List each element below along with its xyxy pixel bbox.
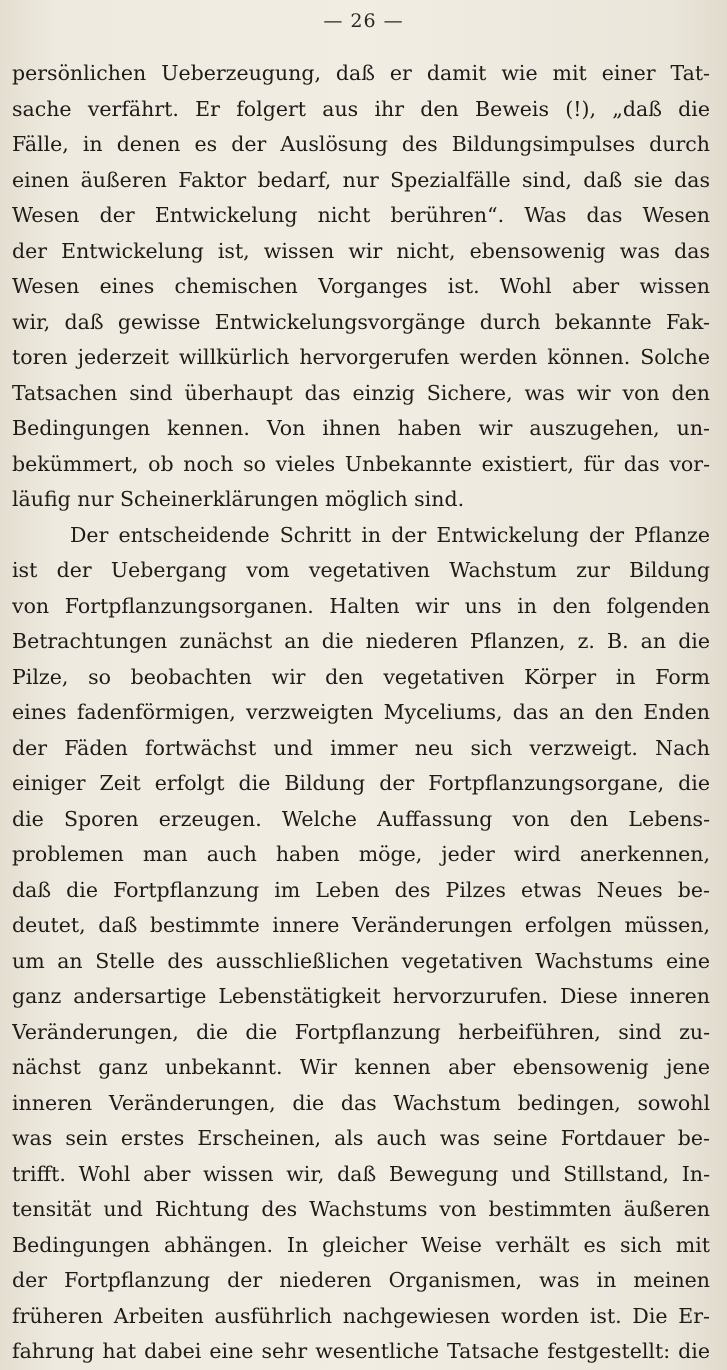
text-line: Der entscheidende Schritt in der Entwickelung der Pflanze [70, 522, 710, 547]
text-line: Bedingungen abhängen. In gleicher Weise verhält es sich mit [12, 1232, 710, 1257]
text-line: tensität und Richtung des Wachstums von bestimmten äußeren [12, 1197, 710, 1221]
text-line: Wesen der Entwickelung nicht berühren“. Was das Wesen [12, 203, 710, 227]
page-number: — 26 — [323, 10, 404, 32]
text-line: läufig nur Scheinerklärungen möglich sind. [12, 487, 465, 511]
text-line: früheren Arbeiten ausführlich nachgewiesen worden ist. Die Er- [12, 1303, 710, 1328]
text-line: der Fortpflanzung der niederen Organismen, was in meinen [12, 1268, 710, 1292]
text-line: Fälle, in denen es der Auslösung des Bildungsimpulses durch [12, 132, 710, 156]
text-line: Pilze, so beobachten wir den vegetativen Körper in Form [12, 664, 710, 689]
text-line: eines fadenförmigen, verzweigten Myceliums, das an den Enden [12, 700, 710, 724]
text-line: was sein erstes Erscheinen, als auch was seine Fortdauer be- [12, 1126, 710, 1150]
text-line: ist der Uebergang vom vegetativen Wachstum zur Bildung [12, 558, 710, 582]
text-line: ganz andersartige Lebenstätigkeit hervorzurufen. Diese inneren [12, 984, 710, 1008]
paragraph-2 [12, 518, 710, 1370]
text-line: Bedingungen kennen. Von ihnen haben wir auszugehen, un- [12, 416, 710, 440]
text-line: sache verfährt. Er folgert aus ihr den Beweis (!), „daß die [12, 96, 710, 121]
text-line: wir, daß gewisse Entwickelungsvorgänge durch bekannte Fak- [12, 309, 710, 334]
text-line: inneren Veränderungen, die das Wachstum bedingen, sowohl [12, 1090, 710, 1115]
text-line: um an Stelle des ausschließlichen vegetativen Wachstums eine [12, 948, 710, 973]
text-line: deutet, daß bestimmte innere Veränderungen erfolgen müssen, [12, 913, 710, 937]
text-line: trifft. Wohl aber wissen wir, daß Bewegung und Stillstand, In- [12, 1161, 710, 1186]
text-line: einen äußeren Faktor bedarf, nur Spezialfälle sind, daß sie das [12, 167, 710, 192]
text-line: von Fortpflanzungsorganen. Halten wir uns in den folgenden [12, 593, 710, 618]
text-line: bekümmert, ob noch so vieles Unbekannte existiert, für das vor- [12, 451, 710, 476]
text-line: Betrachtungen zunächst an die niederen Pflanzen, z. B. an die [12, 629, 710, 653]
text-line: Wesen eines chemischen Vorganges ist. Wohl aber wissen [12, 274, 710, 298]
paragraph-1 [12, 56, 710, 518]
text-line: Tatsachen sind überhaupt das einzig Sichere, was wir von den [12, 380, 710, 405]
text-line: nächst ganz unbekannt. Wir kennen aber ebensowenig jene [12, 1055, 710, 1079]
text-line: Veränderungen, die die Fortpflanzung herbeiführen, sind zu- [12, 1019, 710, 1044]
text-line: fahrung hat dabei eine sehr wesentliche Tatsache festgestellt: die [12, 1339, 710, 1363]
text-line: der Entwickelung ist, wissen wir nicht, ebensowenig was das [12, 238, 710, 263]
text-line: einiger Zeit erfolgt die Bildung der Fortpflanzungsorgane, die [12, 771, 710, 795]
text-line: der Fäden fortwächst und immer neu sich verzweigt. Nach [12, 735, 710, 760]
text-line: die Sporen erzeugen. Welche Auffassung von den Lebens- [12, 806, 710, 831]
text-line: toren jederzeit willkürlich hervorgerufen werden können. Solche [12, 345, 710, 369]
text-line: daß die Fortpflanzung im Leben des Pilzes etwas Neues be- [12, 877, 710, 902]
body-text [12, 56, 710, 1370]
text-line: problemen man auch haben möge, jeder wird anerkennen, [12, 842, 710, 866]
text-line: persönlichen Ueberzeugung, daß er damit wie mit einer Tat- [12, 61, 710, 85]
